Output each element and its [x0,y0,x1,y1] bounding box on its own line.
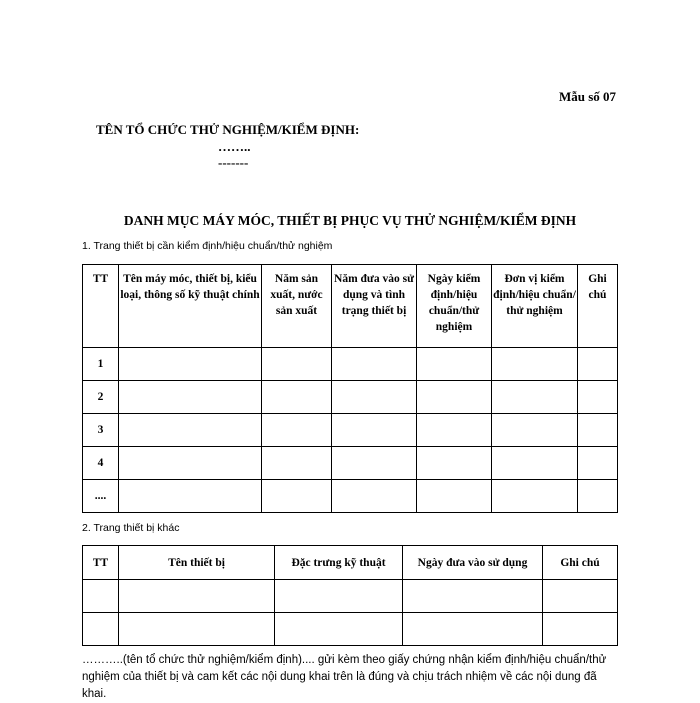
table-row [83,381,618,414]
empty-cell [417,480,492,513]
header-notes: Ghi chú [578,265,618,348]
table-row [83,348,618,381]
empty-cell [492,348,578,381]
empty-cell [262,480,332,513]
header-equipment-name: Tên thiết bị [119,546,275,580]
empty-cell [543,580,618,613]
table-row [83,613,618,646]
empty-cell [403,613,543,646]
table-row [83,580,618,613]
table-header-row [83,265,618,348]
empty-cell [119,414,262,447]
empty-cell [417,414,492,447]
table-row [83,414,618,447]
empty-cell [119,447,262,480]
document-title: DANH MỤC MÁY MÓC, THIẾT BỊ PHỤC VỤ THỬ NGHIỆM/KIỂM ĐỊNH [123,213,577,228]
empty-cell [262,414,332,447]
header-commission-year-status: Năm đưa vào sử dụng và tình trạng thiết bị [332,265,417,348]
organization-placeholder-dots: …….. [218,139,251,154]
header-notes: Ghi chú [543,546,618,580]
empty-cell [262,348,332,381]
empty-cell [119,348,262,381]
empty-cell [332,414,417,447]
empty-cell [417,447,492,480]
section-2-heading: 2. Trang thiết bị khác [82,522,180,534]
table-row [83,480,618,513]
empty-cell [578,414,618,447]
empty-cell [417,348,492,381]
empty-cell [492,447,578,480]
empty-cell [417,381,492,414]
empty-cell [492,480,578,513]
header-commission-date: Ngày đưa vào sử dụng [403,546,543,580]
empty-cell [275,580,403,613]
row-number: 1 [83,348,119,381]
other-equipment-table [82,545,618,646]
empty-cell [578,381,618,414]
empty-cell [262,447,332,480]
empty-cell [492,414,578,447]
row-number [83,580,119,613]
empty-cell [332,447,417,480]
empty-cell [578,480,618,513]
header-calibration-unit: Đơn vị kiểm định/hiệu chuẩn/ thử nghiệm [492,265,578,348]
header-tt: TT [83,265,119,348]
empty-cell [332,348,417,381]
header-tt: TT [83,546,119,580]
empty-cell [119,480,262,513]
empty-cell [332,480,417,513]
table-header-row [83,546,618,580]
header-calibration-date: Ngày kiểm định/hiệu chuẩn/thử nghiệm [417,265,492,348]
empty-cell [403,580,543,613]
row-number [83,613,119,646]
table-row [83,447,618,480]
empty-cell [262,381,332,414]
header-equipment-name: Tên máy móc, thiết bị, kiểu loại, thông số kỹ thuật chính [119,265,262,348]
row-number: .... [83,480,119,513]
form-number: Mẫu số 07 [558,89,616,104]
row-number: 2 [83,381,119,414]
empty-cell [543,613,618,646]
empty-cell [492,381,578,414]
organization-label: TÊN TỔ CHỨC THỬ NGHIỆM/KIỂM ĐỊNH: [96,122,360,137]
empty-cell [275,613,403,646]
organization-placeholder-dashes: ------- [218,155,249,170]
empty-cell [578,447,618,480]
empty-cell [578,348,618,381]
empty-cell [119,580,275,613]
row-number: 4 [83,447,119,480]
empty-cell [119,381,262,414]
header-manufacture-year: Năm sản xuất, nước sản xuất [262,265,332,348]
header-technical-specs: Đặc trưng kỹ thuật [275,546,403,580]
declaration-text: ………..(tên tổ chức thử nghiệm/kiểm định).... gửi kèm theo giấy chứng nhận kiểm định/hiệu chuẩn/thử nghiệm của thiết bị và cam kết các nội dung khai trên là đúng và chịu trách nhiệm về các nội dung đã khai. [82,654,607,700]
equipment-calibration-table [82,264,618,513]
empty-cell [119,613,275,646]
empty-cell [332,381,417,414]
section-1-heading: 1. Trang thiết bị cần kiểm định/hiệu chuẩn/thử nghiệm [82,240,333,252]
row-number: 3 [83,414,119,447]
